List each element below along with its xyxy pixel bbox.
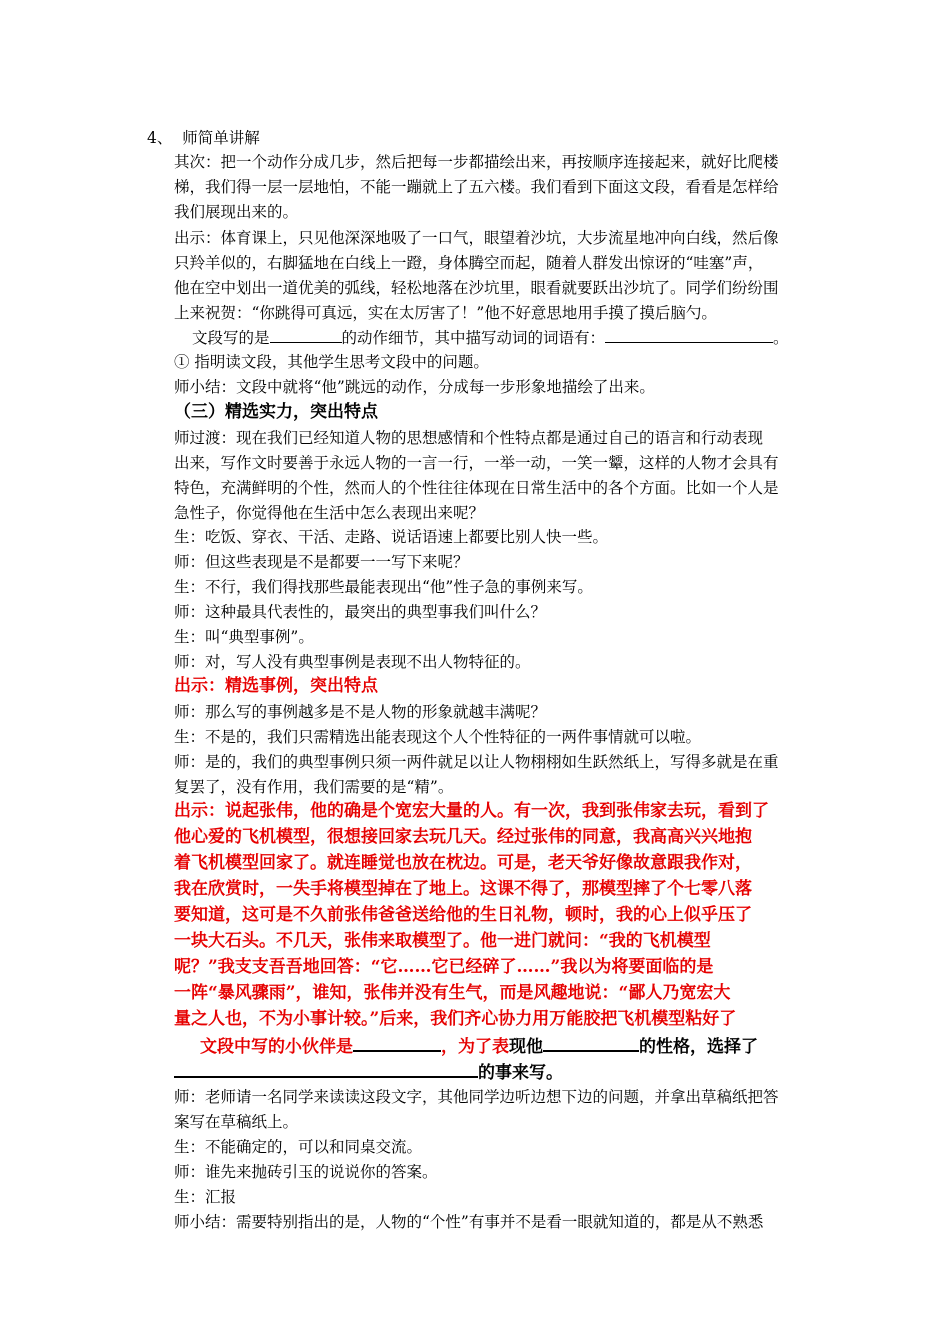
answer-blank — [353, 1034, 441, 1052]
dialog-line: 生：汇报 — [174, 1188, 237, 1206]
answer-blank — [605, 328, 773, 343]
fill-in-question-2 — [200, 1034, 758, 1058]
item-number: 4、 — [147, 129, 173, 147]
summary-line: 师小结：文段中就将“他”跳远的动作，分成每一步形象地描绘了出来。 — [174, 378, 655, 396]
dialog-line: 生：不是的，我们只需精选出能表现这个人个性特征的一两件事情就可以啦。 — [174, 728, 702, 746]
section-heading: （三）精选实力，突出特点 — [174, 402, 378, 422]
paragraph-line: 特色，充满鲜明的个性，然而人的个性往往体现在日常生活中的各个方面。比如一个人是 — [174, 479, 779, 497]
fill-text: 文段写的是 — [192, 329, 270, 347]
paragraph-line: 出来，写作文时要善于永远人物的一言一行，一举一动，一笑一颦，这样的人物才会具有 — [174, 454, 779, 472]
quote-line: 出示：体育课上，只见他深深地吸了一口气，眼望着沙坑，大步流星地冲向白线，然后像 — [174, 229, 779, 247]
dialog-line: 生：不行，我们得找那些最能表现出“他”性子急的事例来写。 — [174, 578, 593, 596]
dialog-line: 生：吃饭、穿衣、干活、走路、说话语速上都要比别人快一些。 — [174, 528, 609, 546]
fill-text: 现他 — [509, 1037, 543, 1057]
fill-in-question-1 — [192, 328, 789, 348]
red-quote-line: 量之人也，不为小事计较。”后来，我们齐心协力用万能胶把飞机模型粘好了 — [174, 1009, 737, 1029]
red-quote-line: 呢？”我支支吾吾地回答：“它……它已经碎了……”我以为将要面临的是 — [174, 957, 714, 977]
fill-text: 的事来写。 — [478, 1063, 563, 1083]
red-quote-line: 一阵“暴风骤雨”，谁知，张伟并没有生气，而是风趣地说：“鄙人乃宽宏大 — [174, 983, 731, 1003]
paragraph-line: 其次：把一个动作分成几步，然后把每一步都描绘出来，再按顺序连接起来，就好比爬楼 — [174, 153, 779, 171]
red-quote-line: 一块大石头。不几天，张伟来取模型了。他一进门就问：“我的飞机模型 — [174, 931, 711, 951]
paragraph-line: 师过渡：现在我们已经知道人物的思想感情和个性特点都是通过自己的语言和行动表现 — [174, 429, 764, 447]
answer-blank — [270, 328, 342, 343]
dialog-line: 师小结：需要特别指出的是，人物的“个性”有事并不是看一眼就知道的，都是从不熟悉 — [174, 1213, 764, 1231]
paragraph-line: 梯，我们得一层一层地怕，不能一蹦就上了五六楼。我们看到下面这文段，看看是怎样给 — [174, 178, 779, 196]
dialog-line: 复罢了，没有作用，我们需要的是“精”。 — [174, 778, 454, 796]
paragraph-line: 急性子，你觉得他在生活中怎么表现出来呢？ — [174, 504, 485, 522]
quote-line: 只羚羊似的，右脚猛地在白线上一蹬，身体腾空而起，随着人群发出惊讶的“哇塞”声， — [174, 254, 764, 272]
dialog-line: 师：那么写的事例越多是不是人物的形象就越丰满呢？ — [174, 703, 547, 721]
answer-blank — [174, 1060, 478, 1078]
dialog-line: 师：但这些表现是不是都要一一写下来呢？ — [174, 553, 469, 571]
item-title: 师简单讲解 — [182, 129, 260, 147]
fill-text: ，为了表 — [441, 1037, 509, 1057]
red-quote-line: 出示：说起张伟，他的确是个宽宏大量的人。有一次，我到张伟家去玩，看到了 — [174, 801, 769, 821]
paragraph-line: 我们展现出来的。 — [174, 203, 299, 221]
fill-text: 文段中写的小伙伴是 — [200, 1037, 353, 1057]
fill-in-question-2-cont — [174, 1060, 563, 1084]
fill-text: 的动作细节，其中描写动词的词语有： — [341, 329, 606, 347]
red-quote-line: 着飞机模型回家了。就连睡觉也放在枕边。可是，老天爷好像故意跟我作对， — [174, 853, 752, 873]
answer-blank — [543, 1034, 639, 1052]
item-4-heading — [147, 128, 260, 148]
dialog-line: 师：对，写人没有典型事例是表现不出人物特征的。 — [174, 653, 531, 671]
dialog-line: 师：这种最具代表性的，最突出的典型事我们叫什么？ — [174, 603, 547, 621]
dialog-line: 案写在草稿纸上。 — [174, 1113, 299, 1131]
dialog-line: 师：老师请一名同学来读读这段文字，其他同学边听边想下边的问题，并拿出草稿纸把答 — [174, 1088, 779, 1106]
dialog-line: 生：不能确定的，可以和同桌交流。 — [174, 1138, 423, 1156]
fill-text: 。 — [773, 329, 789, 347]
fill-text: 的性格，选择了 — [639, 1037, 758, 1057]
red-quote-line: 他心爱的飞机模型，很想接回家去玩几天。经过张伟的同意，我高高兴兴地抱 — [174, 827, 752, 847]
dialog-line: 师：谁先来抛砖引玉的说说你的答案。 — [174, 1163, 438, 1181]
dialog-line: 生：叫“典型事例”。 — [174, 628, 314, 646]
dialog-line: 师：是的，我们的典型事例只须一两件就足以让人物栩栩如生跃然纸上，写得多就是在重 — [174, 753, 779, 771]
show-heading-red: 出示：精选事例，突出特点 — [174, 676, 378, 696]
red-quote-line: 要知道，这可是不久前张伟爸爸送给他的生日礼物，顿时，我的心上似乎压了 — [174, 905, 752, 925]
quote-line: 上来祝贺：“你跳得可真远，实在太厉害了！”他不好意思地用手摸了摸后脑勺。 — [174, 304, 717, 322]
quote-line: 他在空中划出一道优美的弧线，轻松地落在沙坑里，眼看就要跃出沙坑了。同学们纷纷围 — [174, 279, 779, 297]
red-quote-line: 我在欣赏时，一失手将模型掉在了地上。这课不得了，那模型摔了个七零八落 — [174, 879, 752, 899]
step-line: ① 指明读文段，其他学生思考文段中的问题。 — [174, 353, 489, 371]
